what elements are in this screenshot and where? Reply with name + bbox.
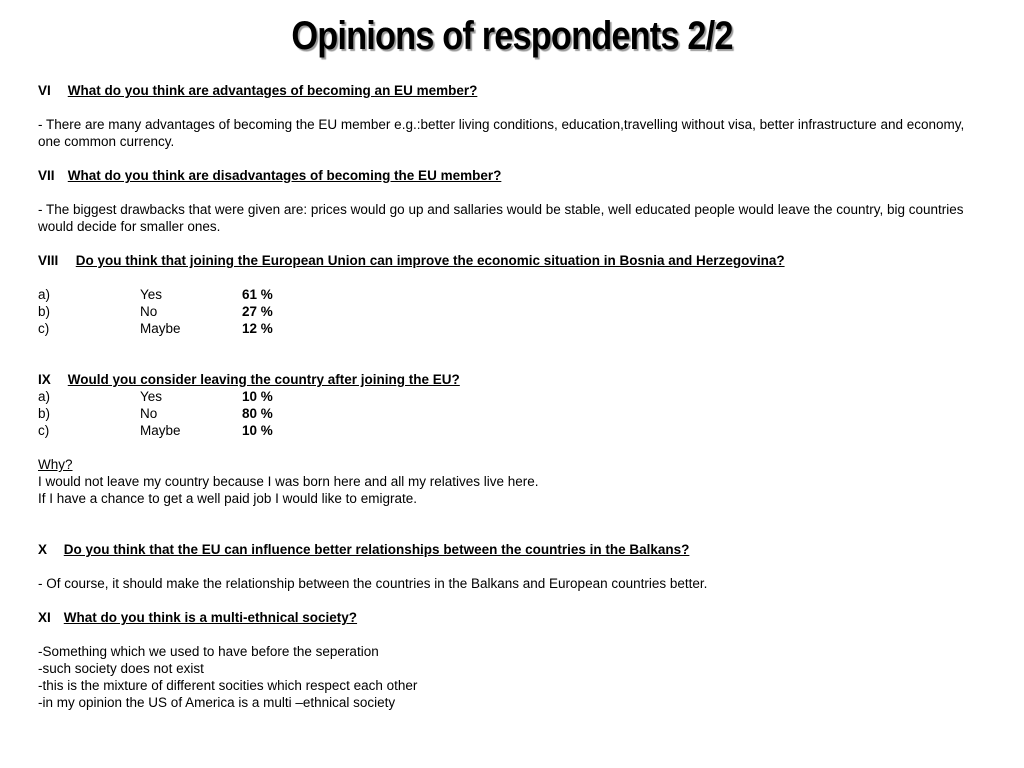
why-line2: If I have a chance to get a well paid job I would like to emigrate. [38, 491, 417, 506]
survey-content [38, 82, 988, 711]
option-letter: c) [38, 321, 50, 336]
question-number: XI [38, 610, 51, 625]
option-percent: 27 % [242, 304, 273, 319]
question-number: VII [38, 168, 55, 183]
question-number: VIII [38, 253, 59, 268]
option-row [38, 286, 988, 303]
question-vii [38, 167, 988, 184]
answer-x: - Of course, it should make the relationship between the countries in the Balkans and European countries better. [38, 576, 708, 591]
option-percent: 10 % [242, 423, 273, 438]
why-label: Why? [38, 457, 73, 472]
question-number: IX [38, 372, 51, 387]
question-number: VI [38, 83, 51, 98]
option-row [38, 388, 988, 405]
answer-vi-line2: one common currency. [38, 134, 175, 149]
option-row [38, 422, 988, 439]
question-text: Would you consider leaving the country after joining the EU? [67, 372, 460, 387]
answer-xi-line: -in my opinion the US of America is a multi –ethnical society [38, 695, 396, 710]
option-letter: b) [38, 406, 51, 421]
option-label: Maybe [140, 423, 181, 438]
question-text: What do you think is a multi-ethnical society? [63, 610, 358, 625]
answer-xi-line: -this is the mixture of different socities which respect each other [38, 678, 418, 693]
option-letter: a) [38, 389, 51, 404]
question-text: Do you think that the EU can influence better relationships between the countries in the Balkans? [63, 542, 690, 557]
option-label: No [140, 304, 158, 319]
page-title: Opinions of respondents 2/2 [291, 14, 733, 58]
option-label: Maybe [140, 321, 181, 336]
question-text: Do you think that joining the European Union can improve the economic situation in Bosnia and Herzegovina? [75, 253, 785, 268]
option-label: No [140, 406, 158, 421]
question-text: What do you think are disadvantages of becoming the EU member? [67, 168, 502, 183]
question-number: X [38, 542, 48, 557]
option-label: Yes [140, 389, 163, 404]
question-xi [38, 609, 988, 626]
option-letter: a) [38, 287, 51, 302]
answer-xi-line: -Something which we used to have before the seperation [38, 644, 379, 659]
option-label: Yes [140, 287, 163, 302]
question-x [38, 541, 988, 558]
option-percent: 12 % [242, 321, 273, 336]
option-percent: 10 % [242, 389, 273, 404]
option-letter: b) [38, 304, 51, 319]
question-viii [38, 252, 988, 269]
option-row [38, 405, 988, 422]
answer-vii: - The biggest drawbacks that were given are: prices would go up and sallaries would be stable, well educated people would leave the country, big countries would decide for smaller ones. [38, 202, 964, 234]
question-text: What do you think are advantages of becoming an EU member? [67, 83, 478, 98]
option-percent: 61 % [242, 287, 273, 302]
option-percent: 80 % [242, 406, 273, 421]
option-row [38, 320, 988, 337]
why-line1: I would not leave my country because I was born here and all my relatives live here. [38, 474, 539, 489]
question-ix [38, 371, 988, 388]
option-row [38, 303, 988, 320]
option-letter: c) [38, 423, 50, 438]
question-vi [38, 82, 988, 99]
answer-xi-line: -such society does not exist [38, 661, 204, 676]
answer-vi-line1: - There are many advantages of becoming the EU member e.g.:better living conditions, education,travelling without visa, better infrastructure and economy, [38, 117, 965, 132]
